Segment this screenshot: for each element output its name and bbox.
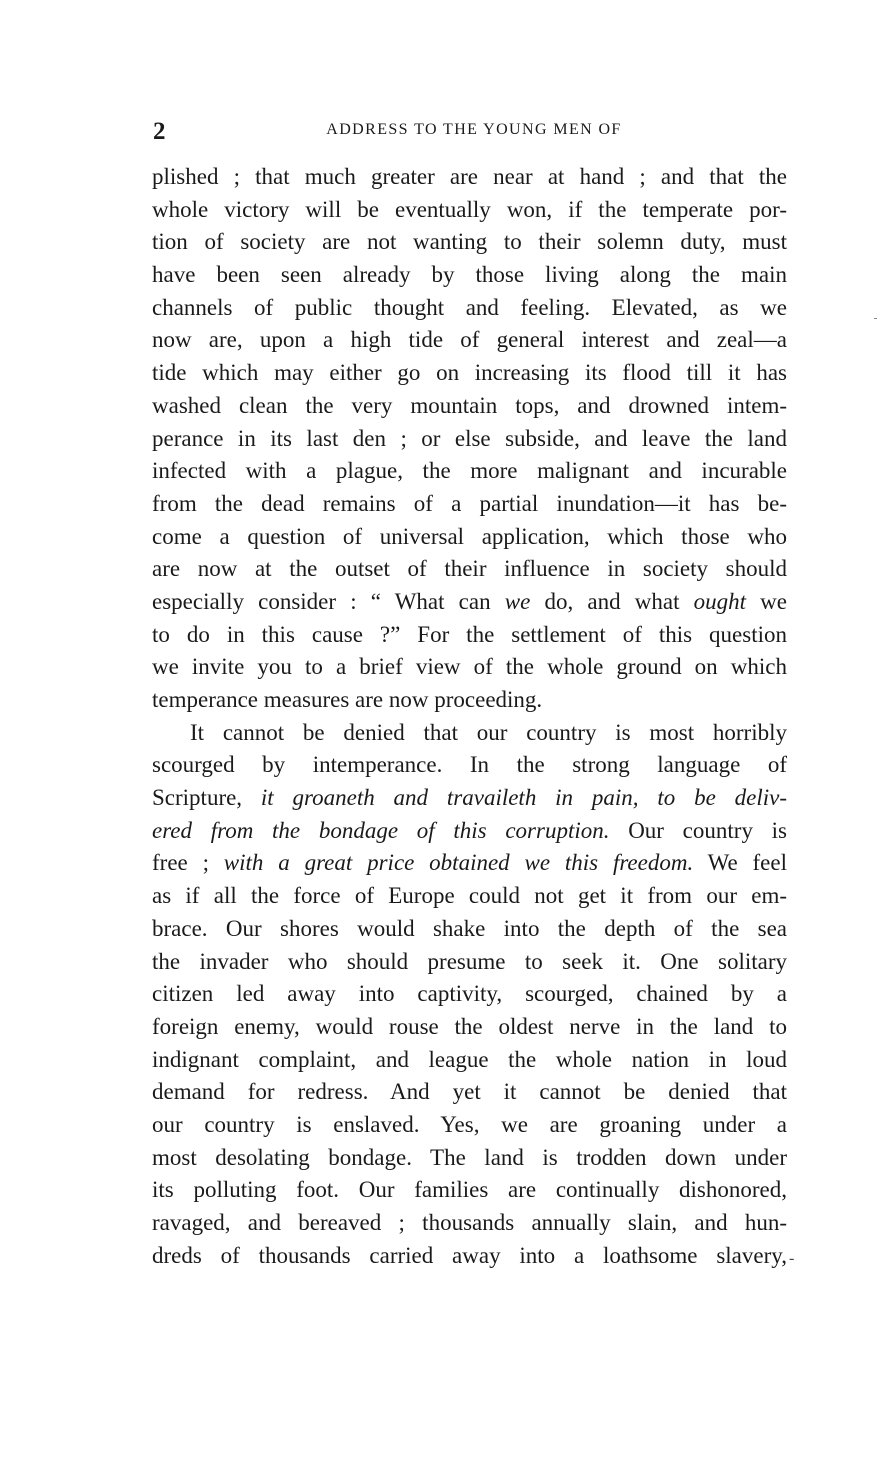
- text-line: dreds of thousands carried away into a loathsome slavery,: [152, 1242, 787, 1268]
- text-line: whole victory will be eventually won, if the temperate por-: [152, 196, 787, 222]
- italic-run: with a great price obtained we this freedom.: [223, 850, 694, 876]
- text-line: plished ; that much greater are near at hand ; and that the: [152, 164, 787, 189]
- text-line: [152, 815, 787, 848]
- text-line: have been seen already by those living along the main: [152, 262, 787, 288]
- text-line: brace. Our shores would shake into the depth of the sea: [152, 915, 787, 941]
- text-run: free ;: [152, 850, 224, 876]
- text-line: [152, 847, 787, 880]
- text-line: channels of public thought and feeling. Elevated, as we: [152, 294, 787, 320]
- italic-run: ought: [693, 588, 747, 614]
- text-line: now are, upon a high tide of general interest and zeal—a: [152, 327, 787, 353]
- text-line: as if all the force of Europe could not get it from our em-: [152, 883, 787, 909]
- text-line: It cannot be denied that our country is most horribly: [190, 719, 787, 745]
- text-line: tion of society are not wanting to their solemn duty, must: [152, 229, 787, 255]
- text-line: citizen led away into captivity, scourged, chained by a: [152, 981, 787, 1007]
- text-line: [152, 586, 787, 619]
- text-line: infected with a plague, the more malignant and incurable: [152, 458, 787, 484]
- text-line: perance in its last den ; or else subside, and leave the land: [152, 425, 787, 451]
- text-line: scourged by intemperance. In the strong language of: [152, 752, 787, 778]
- text-run: Our country is: [609, 817, 787, 843]
- text-line: are now at the outset of their influence in society should: [152, 556, 787, 582]
- text-line: [152, 782, 787, 815]
- text-run: We feel: [693, 850, 787, 876]
- text-run: Scripture,: [152, 785, 261, 811]
- text-line: temperance measures are now proceeding.: [152, 687, 543, 712]
- text-run: we: [746, 588, 787, 614]
- text-run: especially consider : “ What can: [152, 588, 505, 614]
- text-run: do, and what: [530, 588, 694, 614]
- page-number: 2: [153, 118, 166, 145]
- text-line: demand for redress. And yet it cannot be denied that: [152, 1079, 787, 1105]
- text-line: tide which may either go on increasing its flood till it has: [152, 360, 787, 386]
- text-line: its polluting foot. Our families are continually dishonored,: [152, 1177, 787, 1203]
- text-line: our country is enslaved. Yes, we are groaning under a: [152, 1111, 787, 1137]
- text-line: most desolating bondage. The land is trodden down under: [152, 1144, 787, 1170]
- text-line: indignant complaint, and league the whole nation in loud: [152, 1046, 787, 1072]
- text-line: to do in this cause ?” For the settlement of this question: [152, 621, 787, 647]
- text-line: we invite you to a brief view of the whole ground on which: [152, 654, 787, 680]
- text-line: foreign enemy, would rouse the oldest nerve in the land to: [152, 1013, 787, 1039]
- body-text: [152, 161, 787, 1272]
- running-head: ADDRESS TO THE YOUNG MEN OF: [326, 121, 622, 138]
- stray-mark: -: [789, 1250, 795, 1267]
- text-line: the invader who should presume to seek it. One solitary: [152, 948, 787, 974]
- italic-run: it groaneth and travaileth in pain, to be deliv-: [260, 785, 788, 811]
- margin-mark: [874, 318, 877, 319]
- italic-run: ered from the bondage of this corruption.: [152, 817, 610, 843]
- text-line: ravaged, and bereaved ; thousands annually slain, and hun-: [152, 1210, 787, 1235]
- text-line: washed clean the very mountain tops, and drowned intem-: [152, 392, 787, 418]
- text-line: come a question of universal application, which those who: [152, 523, 787, 549]
- text-line: from the dead remains of a partial inundation—it has be-: [152, 490, 787, 516]
- italic-run: we: [504, 588, 531, 614]
